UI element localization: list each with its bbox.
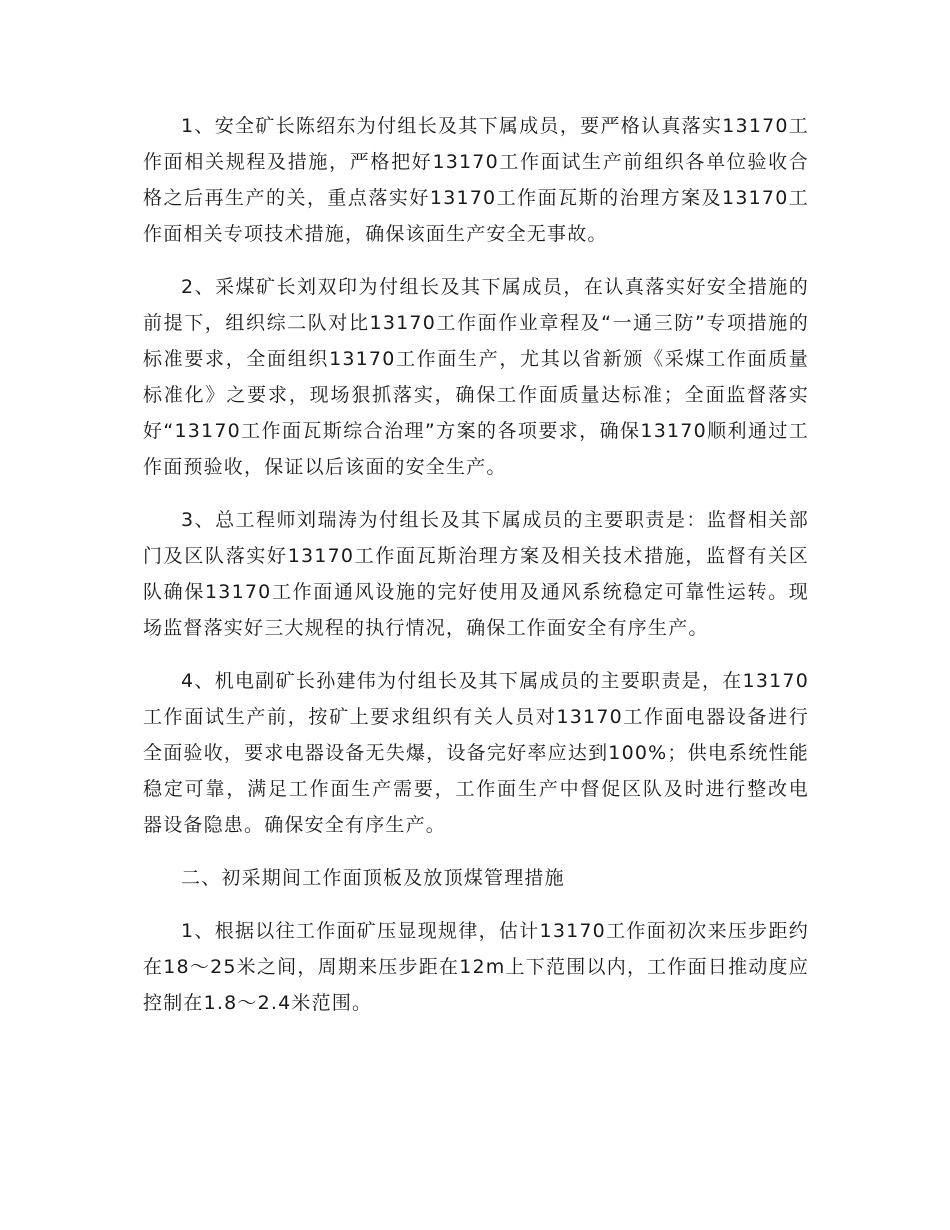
paragraph-electromechanical-deputy: 4、机电副矿长孙建伟为付组长及其下属成员的主要职责是，在13170工作面试生产前，按矿上要求组织有关人员对13170工作面电器设备进行全面验收，要求电器设备无失爆，设备完好率应达到100%；供电系统性能稳定可靠，满足工作面生产需要，工作面生产中督促区队及时进行整改电器设备隐患。确保安全有序生产。 (143, 670, 809, 836)
paragraph-safety-deputy: 1、安全矿长陈绍东为付组长及其下属成员，要严格认真落实13170工作面相关规程及措施，严格把好13170工作面试生产前组织各单位验收合格之后再生产的关，重点落实好13170工作面瓦斯的治理方案及13170工作面相关专项技术措施，确保该面生产安全无事故。 (143, 115, 809, 245)
paragraph-chief-engineer: 3、总工程师刘瑞涛为付组长及其下属成员的主要职责是：监督相关部门及区队落实好13170工作面瓦斯治理方案及相关技术措施，监督有关区队确保13170工作面通风设施的完好使用及通风系统稳定可靠性运转。现场监督落实好三大规程的执行情况，确保工作面安全有序生产。 (143, 509, 809, 639)
document-body (143, 108, 809, 1038)
paragraph-mining-deputy: 2、采煤矿长刘双印为付组长及其下属成员，在认真落实好安全措施的前提下，组织综二队对比13170工作面作业章程及“一通三防”专项措施的标准要求，全面组织13170工作面生产，尤其以省新颁《采煤工作面质量标准化》之要求，现场狠抓落实，确保工作面质量达标准；全面监督落实好“13170工作面瓦斯综合治理”方案的各项要求，确保13170顺利通过工作面预验收，保证以后该面的安全生产。 (143, 276, 809, 478)
paragraph-pressure-pattern: 1、根据以往工作面矿压显现规律，估计13170工作面初次来压步距约在18～25米之间，周期来压步距在12m上下范围以内，工作面日推动度应控制在1.8～2.4米范围。 (143, 920, 809, 1014)
section-heading-roof-management: 二、初采期间工作面顶板及放顶煤管理措施 (181, 867, 565, 889)
